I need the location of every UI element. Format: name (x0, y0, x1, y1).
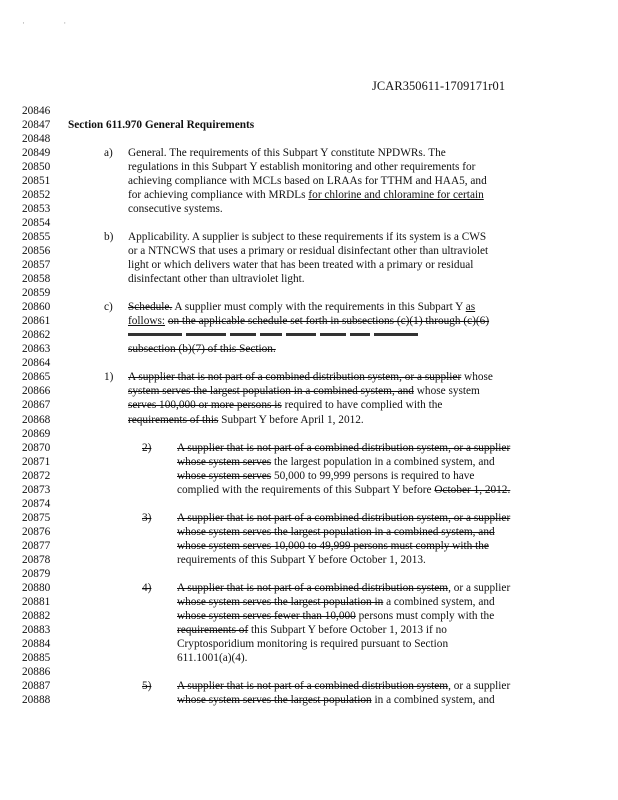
struck-text: system serves the largest population in a combined system, and (128, 385, 414, 398)
document-line (0, 539, 618, 553)
text-run: light or which delivers water that has been treated with a primary or residual (128, 259, 474, 272)
struck-text: Schedule. (128, 301, 173, 314)
struck-text: A supplier that is not part of a combined distribution system (177, 582, 449, 595)
struck-text: requirements of this (128, 413, 219, 426)
line-text (128, 384, 480, 398)
struck-text: serves 100,000 or more persons is (128, 399, 282, 412)
document-line (0, 146, 618, 160)
text-run: regulations in this Subpart Y establish monitoring and other requirements for (128, 160, 476, 173)
redaction-mark (186, 333, 226, 336)
line-number: 20860 (22, 301, 51, 314)
line-number: 20869 (22, 427, 51, 440)
struck-text: A supplier that is not part of a combined distribution system, or a supplier (177, 441, 511, 454)
document-line (0, 286, 618, 300)
line-text (128, 146, 446, 160)
line-number: 20877 (22, 539, 51, 552)
line-number: 20864 (22, 357, 51, 370)
line-text (128, 188, 484, 202)
struck-text: requirements of (177, 624, 249, 637)
line-number: 20868 (22, 413, 51, 426)
line-text (128, 160, 475, 174)
line-text (128, 258, 473, 272)
inserted-text: follows: (128, 315, 166, 328)
corner-marks: · · (22, 18, 85, 28)
text-run: 611.1001(a)(4). (177, 652, 248, 665)
inserted-text: for chlorine and chloramine for certain (308, 188, 484, 201)
line-number: 20854 (22, 216, 51, 229)
document-line (0, 356, 618, 370)
document-line (0, 609, 618, 623)
struck-text: whose system serves the largest population (177, 694, 372, 707)
line-number: 20857 (22, 259, 51, 272)
subsection-label: a) (104, 146, 113, 159)
document-line (0, 497, 618, 511)
document-line (0, 525, 618, 539)
document-line (0, 160, 618, 174)
line-text (177, 455, 495, 469)
line-number: 20884 (22, 638, 51, 651)
text-run: for achieving compliance with MRDLs (128, 188, 309, 201)
line-text (177, 693, 495, 707)
text-run: disinfectant other than ultraviolet light. (128, 273, 305, 286)
text-run: required to have complied with the (281, 399, 443, 412)
inserted-text: as (465, 301, 476, 314)
line-number: 20880 (22, 582, 51, 595)
line-text (128, 398, 442, 412)
line-text (128, 328, 422, 342)
text-run: whose system (413, 385, 480, 398)
text-run: A supplier must comply with the requirements in this Subpart Y (172, 301, 466, 314)
document-line (0, 370, 618, 384)
document-line (0, 216, 618, 230)
document-line (0, 665, 618, 679)
document-line (0, 441, 618, 455)
redaction-mark (230, 333, 256, 336)
document-line (0, 679, 618, 693)
text-run: in a combined system, and (371, 694, 495, 707)
line-text (128, 244, 488, 258)
document-line (0, 244, 618, 258)
text-run: Section 611.970 General Requirements (68, 118, 255, 131)
text-run: Cryptosporidium monitoring is required pursuant to Section (177, 638, 449, 651)
struck-text: A supplier that is not part of a combined distribution system, or a supplier (128, 371, 462, 384)
text-run: , or a supplier (448, 680, 511, 693)
document-line (0, 174, 618, 188)
line-text (177, 609, 494, 623)
line-number: 20881 (22, 596, 51, 609)
line-number: 20879 (22, 568, 51, 581)
line-number: 20851 (22, 174, 51, 187)
line-number: 20870 (22, 441, 51, 454)
line-number: 20849 (22, 146, 51, 159)
line-number: 20848 (22, 132, 51, 145)
text-run: , or a supplier (448, 582, 511, 595)
document-line (0, 693, 618, 707)
line-number: 20876 (22, 525, 51, 538)
line-text (177, 511, 510, 525)
redaction-mark (374, 333, 418, 336)
document-line (0, 483, 618, 497)
line-number: 20865 (22, 371, 51, 384)
line-number: 20883 (22, 624, 51, 637)
text-run: Applicability. A supplier is subject to these requirements if its system is a CWS (128, 230, 487, 243)
document-line (0, 469, 618, 483)
line-number: 20856 (22, 244, 51, 257)
document-line (0, 581, 618, 595)
document-line (0, 230, 618, 244)
line-text (128, 174, 487, 188)
struck-text: A supplier that is not part of a combined distribution system (177, 680, 449, 693)
line-text (128, 413, 364, 427)
line-text (128, 272, 305, 286)
document-line (0, 132, 618, 146)
text-run: a combined system, and (383, 596, 495, 609)
document-line (0, 623, 618, 637)
line-number: 20852 (22, 188, 51, 201)
struck-text: whose system serves (177, 469, 272, 482)
document-line (0, 595, 618, 609)
line-number: 20862 (22, 329, 51, 342)
document-line (0, 398, 618, 412)
line-number: 20859 (22, 287, 51, 300)
line-number: 20855 (22, 230, 51, 243)
struck-text: on the applicable schedule set forth in subsections (c)(1) through (c)(6) (167, 315, 490, 328)
text-run: or a NTNCWS that uses a primary or residual disinfectant other than ultraviolet (128, 244, 489, 257)
struck-text: whose system serves fewer than 10,000 (177, 610, 356, 623)
document-line (0, 314, 618, 328)
struck-text: whose system serves the largest population in a combined system, and (177, 525, 495, 538)
subsection-label: b) (104, 230, 114, 243)
struck-text: whose system serves 10,000 to 49,999 persons must comply with the (177, 539, 489, 552)
document-line (0, 202, 618, 216)
text-run: consecutive systems. (128, 202, 223, 215)
line-text (128, 370, 493, 384)
line-number: 20850 (22, 160, 51, 173)
document-line (0, 511, 618, 525)
line-text (177, 581, 510, 595)
redacted-text-strip (128, 329, 422, 341)
line-number: 20867 (22, 399, 51, 412)
line-text (177, 469, 474, 483)
struck-text: whose system serves the largest population in (177, 596, 384, 609)
line-text (177, 595, 495, 609)
line-number: 20887 (22, 680, 51, 693)
document-line (0, 118, 618, 132)
line-text (177, 637, 448, 651)
line-text (128, 314, 489, 328)
text-run: General. The requirements of this Subpart Y constitute NPDWRs. The (128, 146, 446, 159)
document-line (0, 413, 618, 427)
document-line (0, 272, 618, 286)
document-line (0, 342, 618, 356)
redaction-mark (320, 333, 346, 336)
text-run: this Subpart Y before October 1, 2013 if no (248, 624, 447, 637)
line-number: 20885 (22, 652, 51, 665)
document-line (0, 328, 618, 342)
document-line (0, 188, 618, 202)
line-text (177, 539, 489, 553)
struck-text: subsection (b)(7) of this Section. (128, 343, 276, 356)
line-number: 20847 (22, 118, 51, 131)
subsection-label: c) (104, 301, 113, 314)
line-text (177, 623, 447, 637)
subsection-label: 2) (142, 441, 152, 454)
line-number: 20861 (22, 315, 51, 328)
line-text (128, 342, 276, 356)
document-body (0, 104, 618, 708)
line-number: 20878 (22, 554, 51, 566)
document-line (0, 300, 618, 314)
document-line (0, 104, 618, 118)
line-number: 20882 (22, 610, 51, 623)
text-run: complied with the requirements of this Subpart Y before (177, 483, 435, 496)
line-number: 20888 (22, 694, 51, 707)
document-line (0, 651, 618, 665)
document-line (0, 258, 618, 272)
line-number: 20853 (22, 202, 51, 215)
subsection-label: 5) (142, 680, 152, 693)
document-line (0, 427, 618, 441)
text-run: 50,000 to 99,999 persons is required to have (271, 469, 475, 482)
line-text (177, 525, 495, 539)
text-run: Subpart Y before April 1, 2012. (218, 413, 364, 426)
document-header-id: JCAR350611-1709171r01 (372, 79, 506, 93)
line-number: 20871 (22, 455, 51, 468)
line-number: 20875 (22, 511, 51, 524)
document-line (0, 384, 618, 398)
line-number: 20873 (22, 483, 51, 496)
line-text (177, 651, 247, 665)
redaction-mark (286, 333, 316, 336)
line-number: 20863 (22, 343, 51, 356)
text-run: the largest population in a combined system, and (271, 455, 495, 468)
subsection-label: 3) (142, 511, 152, 524)
document-line (0, 455, 618, 469)
line-text (128, 202, 223, 216)
text-run: requirements of this Subpart Y before October 1, 2013. (177, 554, 426, 566)
line-text (177, 679, 510, 693)
line-text (177, 483, 510, 497)
line-text (128, 300, 475, 314)
redaction-mark (260, 333, 282, 336)
struck-text: A supplier that is not part of a combined distribution system, or a supplier (177, 511, 511, 524)
line-text (128, 230, 486, 244)
line-number: 20874 (22, 497, 51, 510)
redaction-mark (350, 333, 370, 336)
line-text (177, 553, 426, 567)
line-number: 20886 (22, 666, 51, 679)
subsection-label: 4) (142, 582, 152, 595)
line-number: 20858 (22, 273, 51, 286)
document-line (0, 553, 618, 567)
section-heading (68, 118, 254, 132)
subsection-label: 1) (104, 371, 114, 384)
struck-text: October 1, 2012. (434, 483, 511, 496)
line-number: 20872 (22, 469, 51, 482)
text-run: whose (461, 371, 493, 384)
line-number: 20866 (22, 385, 51, 398)
redaction-mark (128, 333, 182, 336)
line-number: 20846 (22, 104, 51, 117)
document-line (0, 637, 618, 651)
document-line (0, 567, 618, 581)
text-run: achieving compliance with MCLs based on LRAAs for TTHM and HAA5, and (128, 174, 487, 187)
line-text (177, 441, 510, 455)
text-run: persons must comply with the (355, 610, 495, 623)
struck-text: whose system serves (177, 455, 272, 468)
